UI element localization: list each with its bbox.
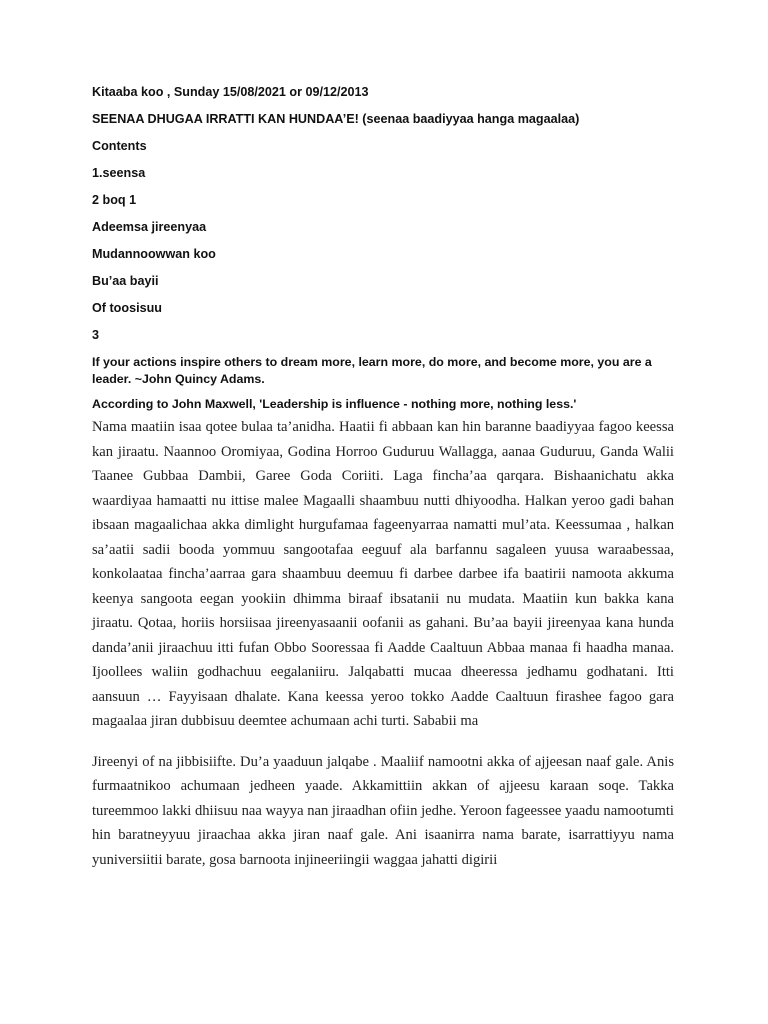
document-page (92, 84, 674, 888)
contents-item: Mudannoowwan koo (92, 247, 216, 261)
leadership-quote: If your actions inspire others to dream more, learn more, do more, and become more, you are a leader. ~John Quincy Adams. (92, 355, 652, 386)
contents-item: Bu’aa bayii (92, 274, 159, 288)
document-title: SEENAA DHUGAA IRRATTI KAN HUNDAA’E! (seenaa baadiyyaa hanga magaalaa) (92, 112, 580, 126)
leadership-quote: According to John Maxwell, 'Leadership is influence - nothing more, nothing less.' (92, 397, 577, 411)
body-paragraph: Nama maatiin isaa qotee bulaa ta’anidha. Haatii fi abbaan kan hin baranne baadiyyaa fagoo keessa kan jiraatu. Naannoo Oromiyaa, Godina Horroo Guduruu Wallagga, aanaa Guduruu, Ganda Walii Taanee Gubbaa Dambii, Garee Goda Coriiti. Laga fincha’aa qarqara. Bishaanichatu akka waardiyaa hamaatti nu ittise malee Magaalli shaambuu nutti dhiyoodha. Halkan yeroo gadi bahan ibsaan magaalichaa akka dimlight hurgufamaa fageenyarraa namatti mul’ata. Keessumaa , halkan sa’aatii sadii booda yommuu sangootafaa eeguuf ala barfannu sagaleen yuusa waraabessaa, konkolaataa fincha’aarraa gara shaambuu deemuu fi darbee darbee ifa baatirii namoota akkuma keenya sangoota eegan yookiin dhimma biraaf ibsatanii nu mudata. Maatiin kun bakka kana jiraatu. Qotaa, horiis horsiisaa jireenyasaanii oofanii as gahani. Bu’aa bayii jireenyaa kana hunda danda’anii jiraachuu itti fufan Obbo Sooressaa fi Aadde Caaltuun Abbaa manaa fi haadha manaa. Ijoollees waliin godhachuu eegalaniiru. Jalqabatti mucaa dheeressa jedhamu godhatani. Itti aansuun … Fayyisaan dhalate. Kana keessa yeroo tokko Aadde Caaltuun firashee fagoo gara magaalaa jiran dubbisuu deemtee achumaan achi turti. Sababii ma (92, 419, 674, 729)
contents-item: 1.seensa (92, 166, 146, 180)
contents-heading: Contents (92, 139, 147, 153)
contents-item: 3 (92, 328, 100, 342)
body-paragraph: Jireenyi of na jibbisiifte. Du’a yaaduun jalqabe . Maaliif namootni akka of ajjeesan naaf gale. Anis furmaatnikoo achumaan jedheen yaade. Akkamittiin akkan of ajjeesu karaan soqe. Takka tureemmoo lakki dhiisuu naa wayya nan jiraadhan ofiin jedhe. Yeroon fageessee yaadu namootumti hin baratneyyuu jiraachaa akka jiran naaf gale. Ani isaanirra nama barate, isarrattiyyu nama yuniversiitii barate, gosa barnoota injineeriingii waggaa jahatti digirii (92, 753, 674, 868)
document-date-line: Kitaaba koo , Sunday 15/08/2021 or 09/12/2013 (92, 85, 369, 99)
contents-item: Of toosisuu (92, 301, 162, 315)
contents-item: Adeemsa jireenyaa (92, 220, 207, 234)
contents-item: 2 boq 1 (92, 193, 137, 207)
